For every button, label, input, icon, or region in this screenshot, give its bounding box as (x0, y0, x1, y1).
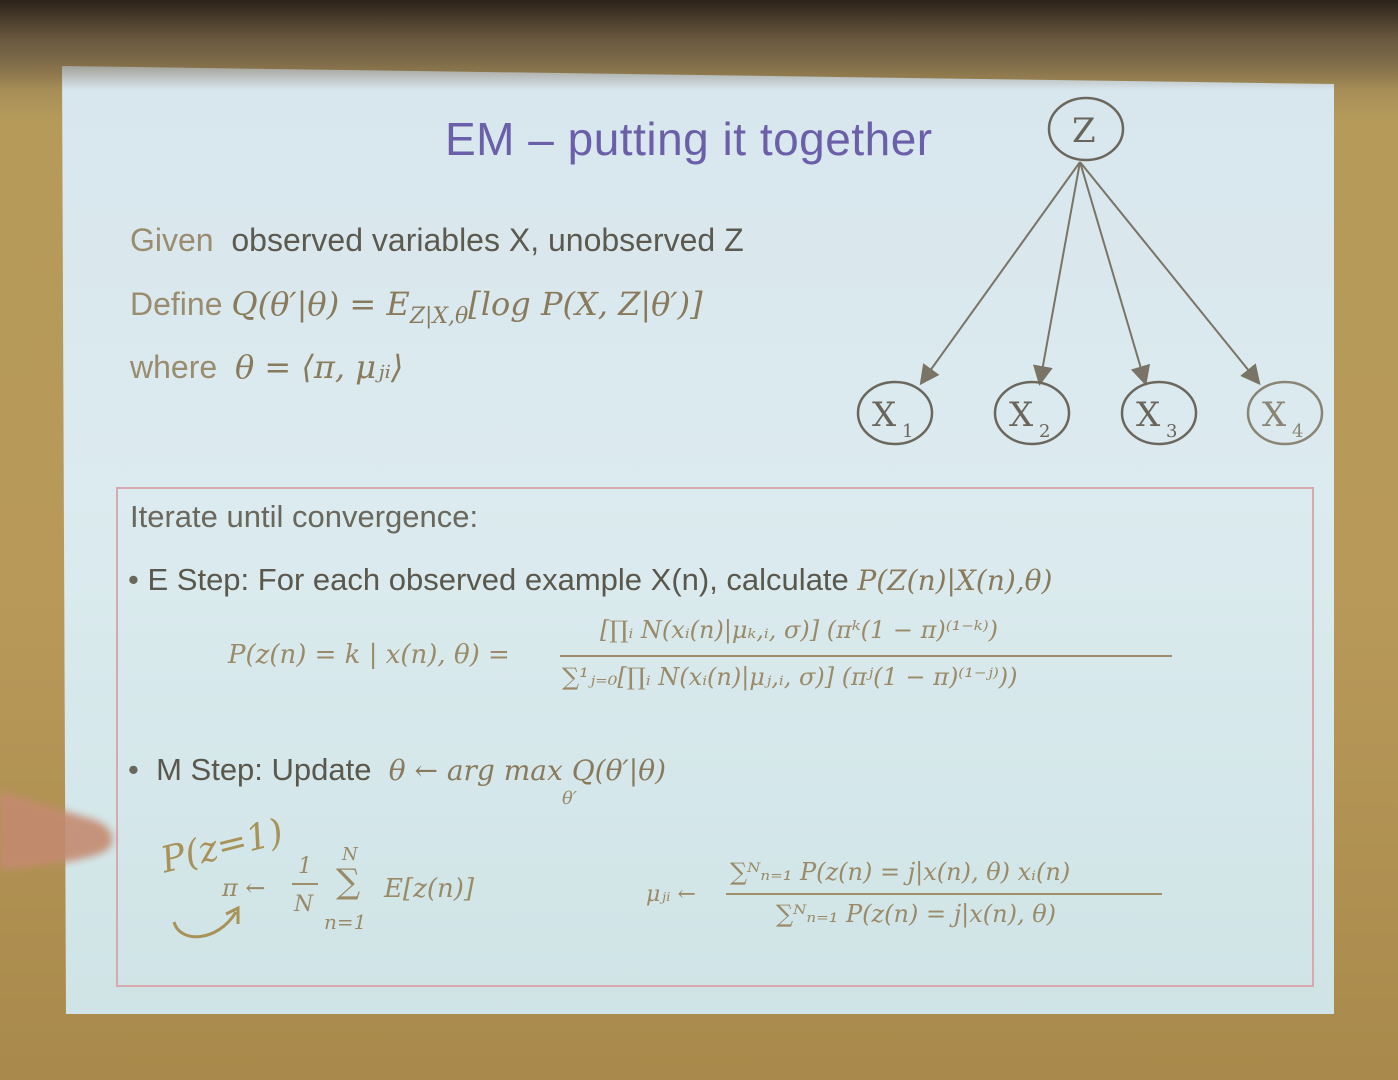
define-equation-subscript: Z|X,θ (409, 304, 469, 329)
m-step-bullet: • (128, 752, 139, 787)
pi-update-frac-bar (292, 883, 318, 885)
node-x2 (995, 382, 1069, 444)
e-eq-denominator: ∑¹ⱼ₌₀[∏ᵢ N(xᵢ(n)|μⱼ,ᵢ, σ)] (πʲ(1 − π)⁽¹⁻ʲ⁾)) (562, 663, 1018, 691)
given-label: Given (130, 222, 214, 258)
given-text: observed variables X, unobserved Z (231, 222, 744, 258)
iterate-heading: Iterate until convergence: (130, 499, 479, 534)
edge-z-x1 (922, 162, 1080, 382)
e-eq-fraction-bar (560, 655, 1172, 657)
node-x3-subscript: 3 (1166, 421, 1178, 442)
pi-update-lhs: π ← (222, 874, 266, 902)
node-x1-label: X (872, 395, 897, 435)
pi-update-sum-bottom: n=1 (324, 910, 367, 934)
pi-update-sigma: ∑ (336, 862, 361, 902)
node-x4-subscript: 4 (1292, 421, 1304, 442)
node-x4-label: X (1262, 395, 1287, 435)
bayes-network-diagram (0, 0, 1398, 480)
node-x2-subscript: 2 (1039, 421, 1051, 442)
e-step-math: P(Z(n)|X(n),θ) (857, 564, 1053, 597)
edge-z-x2 (1040, 162, 1080, 382)
e-step-bullet: • (128, 562, 139, 597)
edge-z-x4 (1080, 162, 1258, 382)
define-label: Define (130, 286, 223, 322)
node-x1 (858, 382, 932, 444)
pi-update-frac-num: 1 (298, 854, 312, 879)
define-equation-rest: [log P(X, Z|θ′)] (468, 285, 703, 323)
node-x3 (1122, 382, 1196, 444)
presenter-hand (0, 780, 130, 890)
define-equation: Q(θ′|θ) = E (231, 285, 410, 323)
where-equation: θ = ⟨π, μⱼᵢ⟩ (234, 348, 404, 386)
m-step-line (128, 752, 666, 788)
node-z (1049, 98, 1123, 160)
node-x1-subscript: 1 (902, 421, 914, 442)
node-z-label: Z (1072, 111, 1096, 151)
edge-z-x3 (1080, 162, 1145, 382)
mu-update-lhs: μⱼᵢ ← (646, 882, 696, 907)
m-step-math: θ ← arg max Q(θ′|θ) (388, 754, 666, 787)
m-step-argmax-subscript: θ′ (562, 788, 577, 809)
e-step-line (128, 562, 1052, 598)
pi-update-frac-den: N (294, 892, 314, 917)
pi-update-rhs: E[z(n)] (384, 874, 474, 904)
node-x2-label: X (1009, 395, 1034, 435)
mu-update-numerator: ∑ᴺₙ₌₁ P(z(n) = j|x(n), θ) xᵢ(n) (730, 858, 1071, 886)
node-x4 (1248, 382, 1322, 444)
e-eq-lhs: P(z(n) = k | x(n), θ) = (228, 640, 510, 670)
handwritten-arrow (166, 896, 256, 956)
e-step-text: E Step: For each observed example X(n), calculate (147, 562, 849, 597)
mu-update-denominator: ∑ᴺₙ₌₁ P(z(n) = j|x(n), θ) (776, 900, 1057, 928)
slide-title: EM – putting it together (445, 113, 933, 165)
handwritten-annotation: P(z=1) (156, 811, 288, 882)
m-step-text: M Step: Update (156, 752, 372, 787)
mu-update-fraction-bar (726, 893, 1162, 895)
where-label: where (130, 349, 218, 385)
node-x3-label: X (1136, 395, 1161, 435)
pi-update-sum-top: N (342, 844, 358, 865)
e-eq-numerator: [∏ᵢ N(xᵢ(n)|μₖ,ᵢ, σ)] (πᵏ(1 − π)⁽¹⁻ᵏ⁾) (600, 616, 998, 644)
